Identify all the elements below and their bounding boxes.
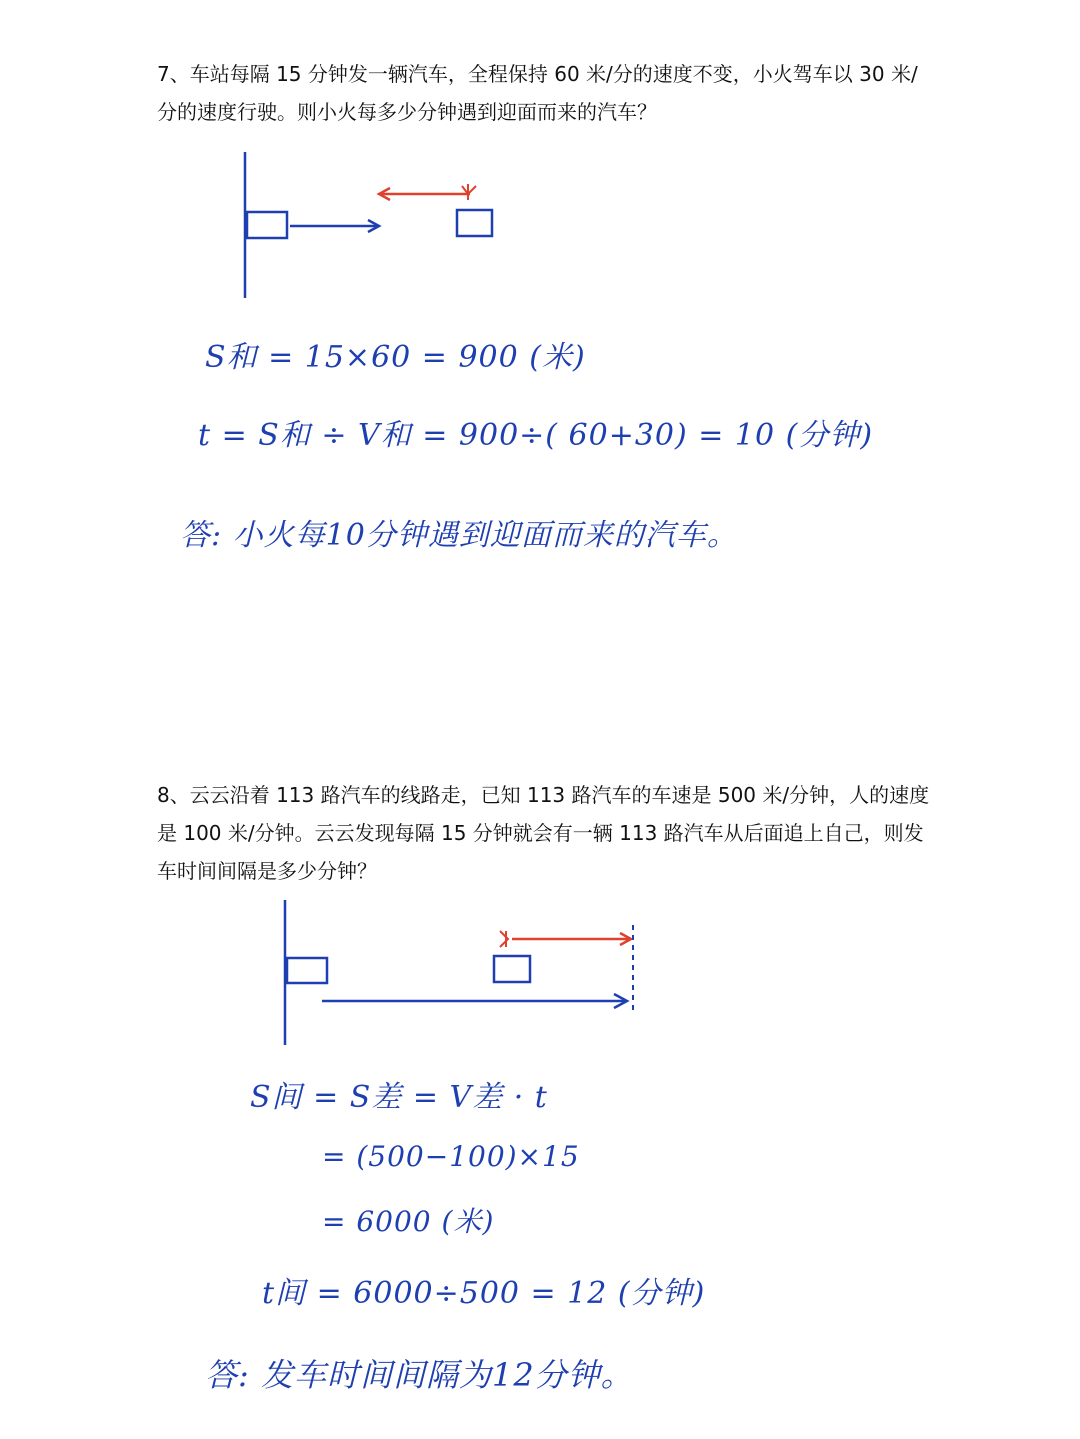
problem-7-step-1: S和 = 15×60 = 900 (米)	[205, 340, 586, 375]
problem-8-answer: 答: 发车时间间隔为12分钟。	[205, 1356, 634, 1394]
problem-8-diagram	[0, 895, 1080, 1055]
problem-8-step-3: = 6000 (米)	[322, 1205, 495, 1238]
car-box	[457, 210, 492, 236]
walker-box	[494, 956, 530, 982]
problem-7-text: 7、车站每隔 15 分钟发一辆汽车，全程保持 60 米/分的速度不变，小火驾车以 30 米/分的速度行驶。则小火每多少分钟遇到迎面而来的汽车？	[157, 62, 918, 124]
station-bus	[247, 212, 287, 238]
problem-8-step-1: S间 = S差 = V差 · t	[250, 1080, 548, 1115]
problem-7-answer: 答: 小火每10分钟遇到迎面而来的汽车。	[180, 518, 738, 553]
station-bus	[287, 958, 327, 983]
problem-8-text: 8、云云沿着 113 路汽车的线路走，已知 113 路汽车的车速是 500 米/分钟，人的速度是 100 米/分钟。云云发现每隔 15 分钟就会有一辆 113 路汽车从后面追上自己，则发车时间间隔是多少分钟？	[157, 783, 930, 883]
problem-8-step-2: = (500−100)×15	[322, 1140, 580, 1173]
problem-7-step-2: t = S和 ÷ V和 = 900÷( 60+30) = 10 (分钟)	[198, 418, 874, 453]
problem-8-step-4: t间 = 6000÷500 = 12 (分钟)	[262, 1276, 706, 1311]
